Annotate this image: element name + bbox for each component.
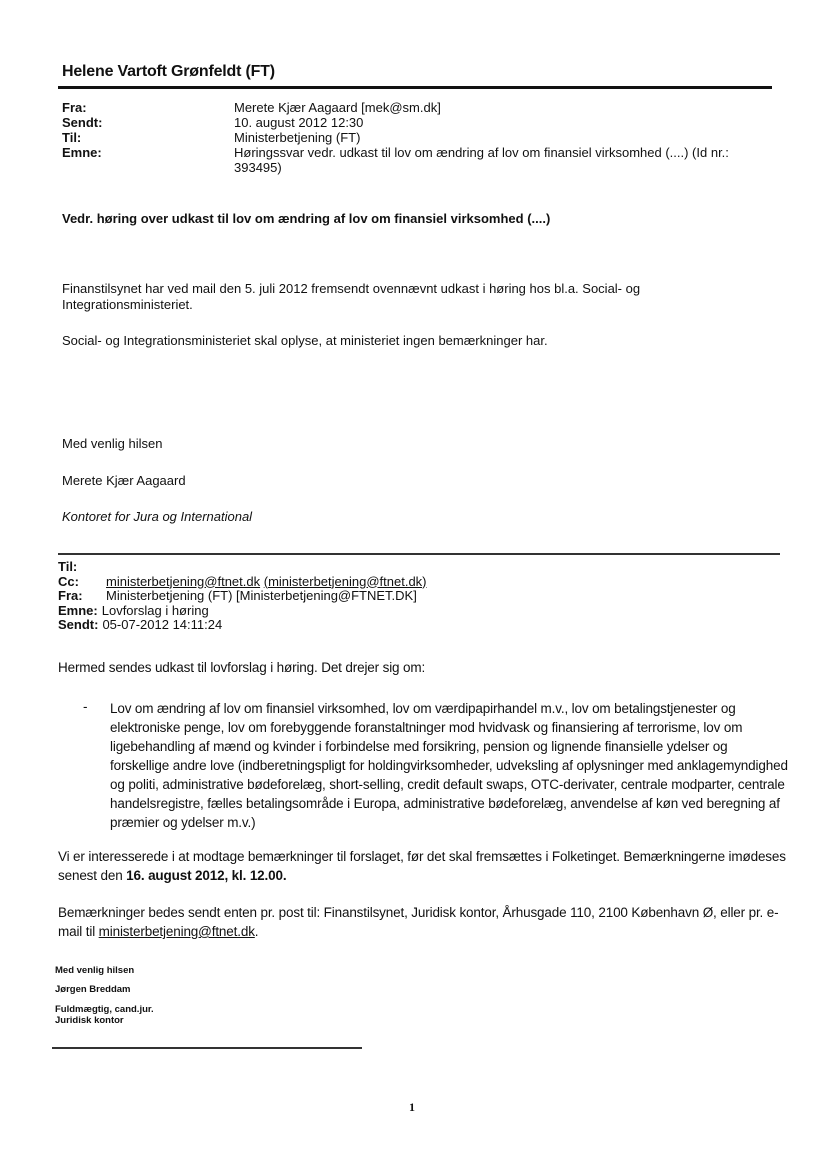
- send-text: Bemærkninger bedes sendt enten pr. post til: Finanstilsynet, Juridisk kontor, Århusgade 110, 2100 København Ø, eller pr. e-mail til: [58, 905, 779, 939]
- forward-intro: Hermed sendes udkast til lovforslag i høring. Det drejer sig om:: [58, 660, 426, 675]
- to-value: Ministerbetjening (FT): [234, 130, 361, 145]
- header-divider: [58, 86, 772, 89]
- subject-label: Emne:: [62, 145, 102, 160]
- signature2-title: Fuldmægtig, cand.jur.: [55, 1004, 154, 1015]
- cc-email-link[interactable]: ministerbetjening@ftnet.dk: [106, 573, 261, 589]
- signature2-name: Jørgen Breddam: [55, 984, 131, 995]
- fwd-sent-value: 05-07-2012 14:11:24: [102, 617, 223, 632]
- header-to-row: [62, 130, 782, 145]
- fwd-from-label: Fra:: [58, 588, 83, 603]
- closing-greeting: Med venlig hilsen: [62, 436, 163, 451]
- fwd-to-label: Til:: [58, 559, 78, 574]
- forwarded-header: [58, 560, 427, 633]
- fwd-cc-row: [58, 575, 427, 590]
- sent-value: 10. august 2012 12:30: [234, 115, 364, 130]
- deadline-paragraph: [58, 847, 798, 885]
- send-paragraph: [58, 903, 798, 941]
- to-label: Til:: [62, 130, 82, 145]
- subject-value: Høringssvar vedr. udkast til lov om ændring af lov om finansiel virksomhed (....) (Id nr.: 393495): [234, 145, 729, 175]
- fwd-from-row: [58, 589, 427, 604]
- fwd-sent-label: Sendt:: [58, 617, 99, 632]
- fwd-subject-label: Emne:: [58, 602, 98, 618]
- forward-divider: [58, 553, 780, 555]
- header-from-row: [62, 100, 782, 115]
- fwd-to-row: [58, 560, 427, 575]
- footer-divider: [52, 1047, 362, 1049]
- page-number: 1: [409, 1100, 415, 1114]
- paragraph-1: Finanstilsynet har ved mail den 5. juli 2012 fremsendt ovennævnt udkast i høring hos bl.a. Social- og Integrationsministeriet.: [62, 281, 641, 312]
- deadline-date: 16. august 2012, kl. 12.00.: [126, 868, 287, 883]
- send-email-link[interactable]: ministerbetjening@ftnet.dk: [98, 924, 255, 939]
- subject-heading: Vedr. høring over udkast til lov om ændring af lov om finansiel virksomhed (....): [62, 211, 551, 226]
- signature2-dept: Juridisk kontor: [55, 1015, 124, 1026]
- signature-office: Kontoret for Jura og International: [62, 509, 253, 524]
- fwd-from-value: Ministerbetjening (FT) [Ministerbetjening@FTNET.DK]: [106, 588, 417, 603]
- sender-name: Helene Vartoft Grønfeldt (FT): [62, 63, 275, 80]
- signature2-title-block: [55, 1004, 154, 1026]
- cc-email-link-2[interactable]: (ministerbetjening@ftnet.dk): [263, 573, 427, 589]
- send-text-end: .: [254, 924, 259, 939]
- deadline-text: Vi er interesserede i at modtage bemærkninger til forslaget, før det skal fremsættes i Folketinget. Bemærkningerne imødeses senest den: [58, 849, 786, 883]
- fwd-sent-row: [58, 618, 427, 633]
- signature2-closing: Med venlig hilsen: [55, 965, 135, 976]
- email-header: [62, 100, 782, 175]
- bullet-text: Lov om ændring af lov om finansiel virksomhed, lov om værdipapirhandel m.v., lov om betalingstjenester og elektroniske penge, lov om forebyggende foranstaltninger mod hvidvask og finansiering af terrorisme, lov om ligebehandling af mænd og kvinder i forbindelse med forsikring, pension og lignende finansielle ydelser og forskellige andre love (indberetningspligt for holdingvirksomheder, udveksling af oplysninger med anklagemyndighed og politi, administrative bødeforelæg, short-selling, credit default swaps, OTC-derivater, centrale modparter, centrale handelsregistre, fælles betalingsområde i Europa, administrative bødeforelæg, anvendelse af køn ved beregning af præmier og ydelser m.v.): [110, 701, 788, 830]
- fwd-subject-value: Lovforslag i høring: [101, 602, 209, 618]
- from-value: Merete Kjær Aagaard [mek@sm.dk]: [234, 100, 441, 115]
- sent-label: Sendt:: [62, 115, 103, 130]
- header-sent-row: [62, 115, 782, 130]
- bullet-dash: -: [83, 699, 88, 714]
- fwd-subject-row: [58, 604, 427, 619]
- fwd-cc-label: Cc:: [58, 573, 79, 589]
- header-subject-row: [62, 145, 782, 175]
- from-label: Fra:: [62, 100, 87, 115]
- signature-name: Merete Kjær Aagaard: [62, 473, 186, 488]
- paragraph-2: Social- og Integrationsministeriet skal oplyse, at ministeriet ingen bemærkninger har.: [62, 333, 548, 348]
